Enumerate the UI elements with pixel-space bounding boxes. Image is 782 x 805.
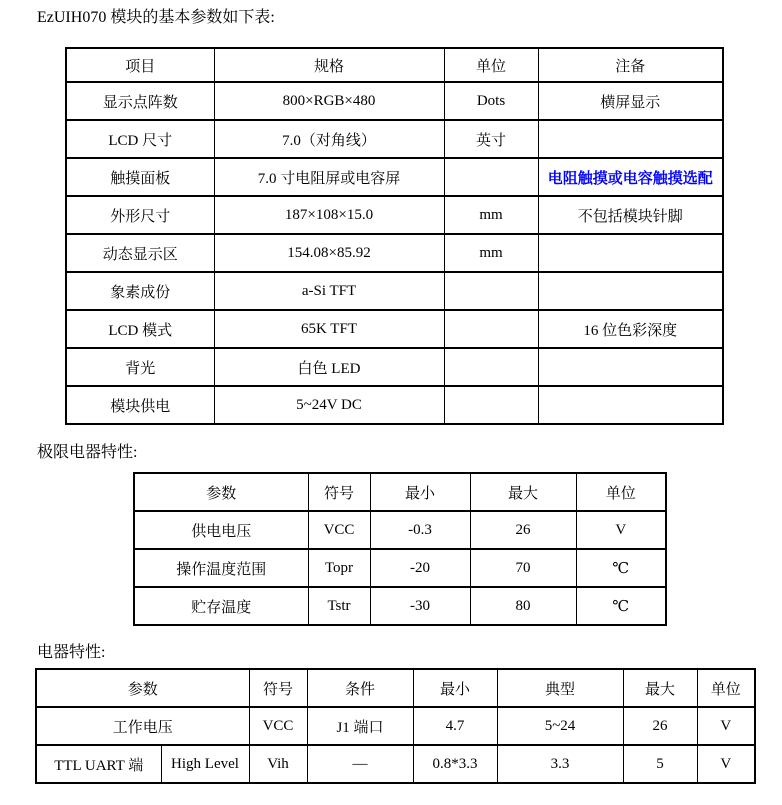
table-header-cell: 最大 bbox=[470, 473, 576, 511]
table-cell: a-Si TFT bbox=[214, 272, 444, 310]
table-cell bbox=[444, 310, 538, 348]
table-header-cell: 参数 bbox=[134, 473, 308, 511]
table-cell: 象素成份 bbox=[66, 272, 214, 310]
table-header-cell: 最小 bbox=[370, 473, 470, 511]
table-cell: Vih bbox=[249, 745, 307, 783]
table-cell: 26 bbox=[623, 707, 697, 745]
table-cell: V bbox=[576, 511, 666, 549]
table-cell: 工作电压 bbox=[36, 707, 249, 745]
table-row bbox=[66, 234, 723, 272]
table-cell: 70 bbox=[470, 549, 576, 587]
table-cell: 7.0（对角线） bbox=[214, 120, 444, 158]
table-cell: 80 bbox=[470, 587, 576, 625]
table-header-cell: 规格 bbox=[214, 48, 444, 82]
table-header-row bbox=[36, 669, 755, 707]
table-header-cell: 典型 bbox=[497, 669, 623, 707]
table-cell bbox=[538, 272, 723, 310]
table-row bbox=[36, 707, 755, 745]
table-cell: LCD 模式 bbox=[66, 310, 214, 348]
table-cell: V bbox=[697, 707, 755, 745]
table-header-cell: 最大 bbox=[623, 669, 697, 707]
table-header-cell: 单位 bbox=[576, 473, 666, 511]
table-header-cell: 参数 bbox=[36, 669, 249, 707]
touch-option-note: 电阻触摸或电容触摸选配 bbox=[538, 158, 723, 196]
table-cell: 26 bbox=[470, 511, 576, 549]
table-row bbox=[66, 310, 723, 348]
table-cell: 供电电压 bbox=[134, 511, 308, 549]
table-cell bbox=[444, 348, 538, 386]
table-header-cell: 符号 bbox=[249, 669, 307, 707]
table-header-cell: 符号 bbox=[308, 473, 370, 511]
table-cell bbox=[538, 386, 723, 424]
table-cell: TTL UART 端 bbox=[36, 745, 161, 783]
table-header-cell: 条件 bbox=[307, 669, 413, 707]
table-header-cell: 注备 bbox=[538, 48, 723, 82]
page-title: EzUIH070 模块的基本参数如下表: bbox=[37, 9, 275, 26]
table-cell: 模块供电 bbox=[66, 386, 214, 424]
table-cell: 显示点阵数 bbox=[66, 82, 214, 120]
table-cell: 5~24 bbox=[497, 707, 623, 745]
table-cell: 154.08×85.92 bbox=[214, 234, 444, 272]
table-row bbox=[134, 549, 666, 587]
table-cell: VCC bbox=[308, 511, 370, 549]
limit-section-title: 极限电器特性: bbox=[37, 444, 138, 461]
table-cell: 背光 bbox=[66, 348, 214, 386]
table-cell: -0.3 bbox=[370, 511, 470, 549]
table-row bbox=[66, 386, 723, 424]
table-cell: 外形尺寸 bbox=[66, 196, 214, 234]
table-cell: 触摸面板 bbox=[66, 158, 214, 196]
table-cell: mm bbox=[444, 196, 538, 234]
table-header-cell: 最小 bbox=[413, 669, 497, 707]
table-header-cell: 单位 bbox=[444, 48, 538, 82]
table-row bbox=[66, 82, 723, 120]
table-cell: LCD 尺寸 bbox=[66, 120, 214, 158]
table-cell bbox=[538, 234, 723, 272]
electrical-characteristics-table bbox=[35, 668, 756, 784]
table-row bbox=[134, 511, 666, 549]
table-cell: -30 bbox=[370, 587, 470, 625]
table-row bbox=[66, 272, 723, 310]
table-cell: 白色 LED bbox=[214, 348, 444, 386]
table-cell: 5~24V DC bbox=[214, 386, 444, 424]
table-cell: 横屏显示 bbox=[538, 82, 723, 120]
table-cell: ℃ bbox=[576, 549, 666, 587]
table-cell: 16 位色彩深度 bbox=[538, 310, 723, 348]
table-cell: V bbox=[697, 745, 755, 783]
table-row bbox=[66, 120, 723, 158]
table-cell: 3.3 bbox=[497, 745, 623, 783]
electrical-section-title: 电器特性: bbox=[37, 644, 106, 661]
table-cell: Tstr bbox=[308, 587, 370, 625]
table-cell: mm bbox=[444, 234, 538, 272]
basic-params-table bbox=[65, 47, 724, 425]
table-cell: ℃ bbox=[576, 587, 666, 625]
table-cell: 4.7 bbox=[413, 707, 497, 745]
table-cell: J1 端口 bbox=[307, 707, 413, 745]
table-cell: High Level bbox=[161, 745, 249, 783]
table-row bbox=[66, 348, 723, 386]
table-cell: 5 bbox=[623, 745, 697, 783]
table-cell: Dots bbox=[444, 82, 538, 120]
table-cell bbox=[538, 348, 723, 386]
table-row bbox=[66, 196, 723, 234]
table-cell: VCC bbox=[249, 707, 307, 745]
table-cell: 65K TFT bbox=[214, 310, 444, 348]
table-cell: 7.0 寸电阻屏或电容屏 bbox=[214, 158, 444, 196]
table-cell: 187×108×15.0 bbox=[214, 196, 444, 234]
table-cell: 动态显示区 bbox=[66, 234, 214, 272]
table-row bbox=[36, 745, 755, 783]
table-cell bbox=[538, 120, 723, 158]
table-cell bbox=[444, 158, 538, 196]
table-header-cell: 项目 bbox=[66, 48, 214, 82]
table-cell: 贮存温度 bbox=[134, 587, 308, 625]
table-cell: -20 bbox=[370, 549, 470, 587]
table-cell: 操作温度范围 bbox=[134, 549, 308, 587]
table-cell: — bbox=[307, 745, 413, 783]
table-row bbox=[134, 587, 666, 625]
table-cell: 800×RGB×480 bbox=[214, 82, 444, 120]
table-cell bbox=[444, 386, 538, 424]
table-cell: 不包括模块针脚 bbox=[538, 196, 723, 234]
table-header-row bbox=[134, 473, 666, 511]
table-cell: Topr bbox=[308, 549, 370, 587]
table-cell bbox=[444, 272, 538, 310]
table-row bbox=[66, 158, 723, 196]
table-header-cell: 单位 bbox=[697, 669, 755, 707]
limit-characteristics-table bbox=[133, 472, 667, 626]
table-cell: 0.8*3.3 bbox=[413, 745, 497, 783]
table-cell: 英寸 bbox=[444, 120, 538, 158]
table-header-row bbox=[66, 48, 723, 82]
